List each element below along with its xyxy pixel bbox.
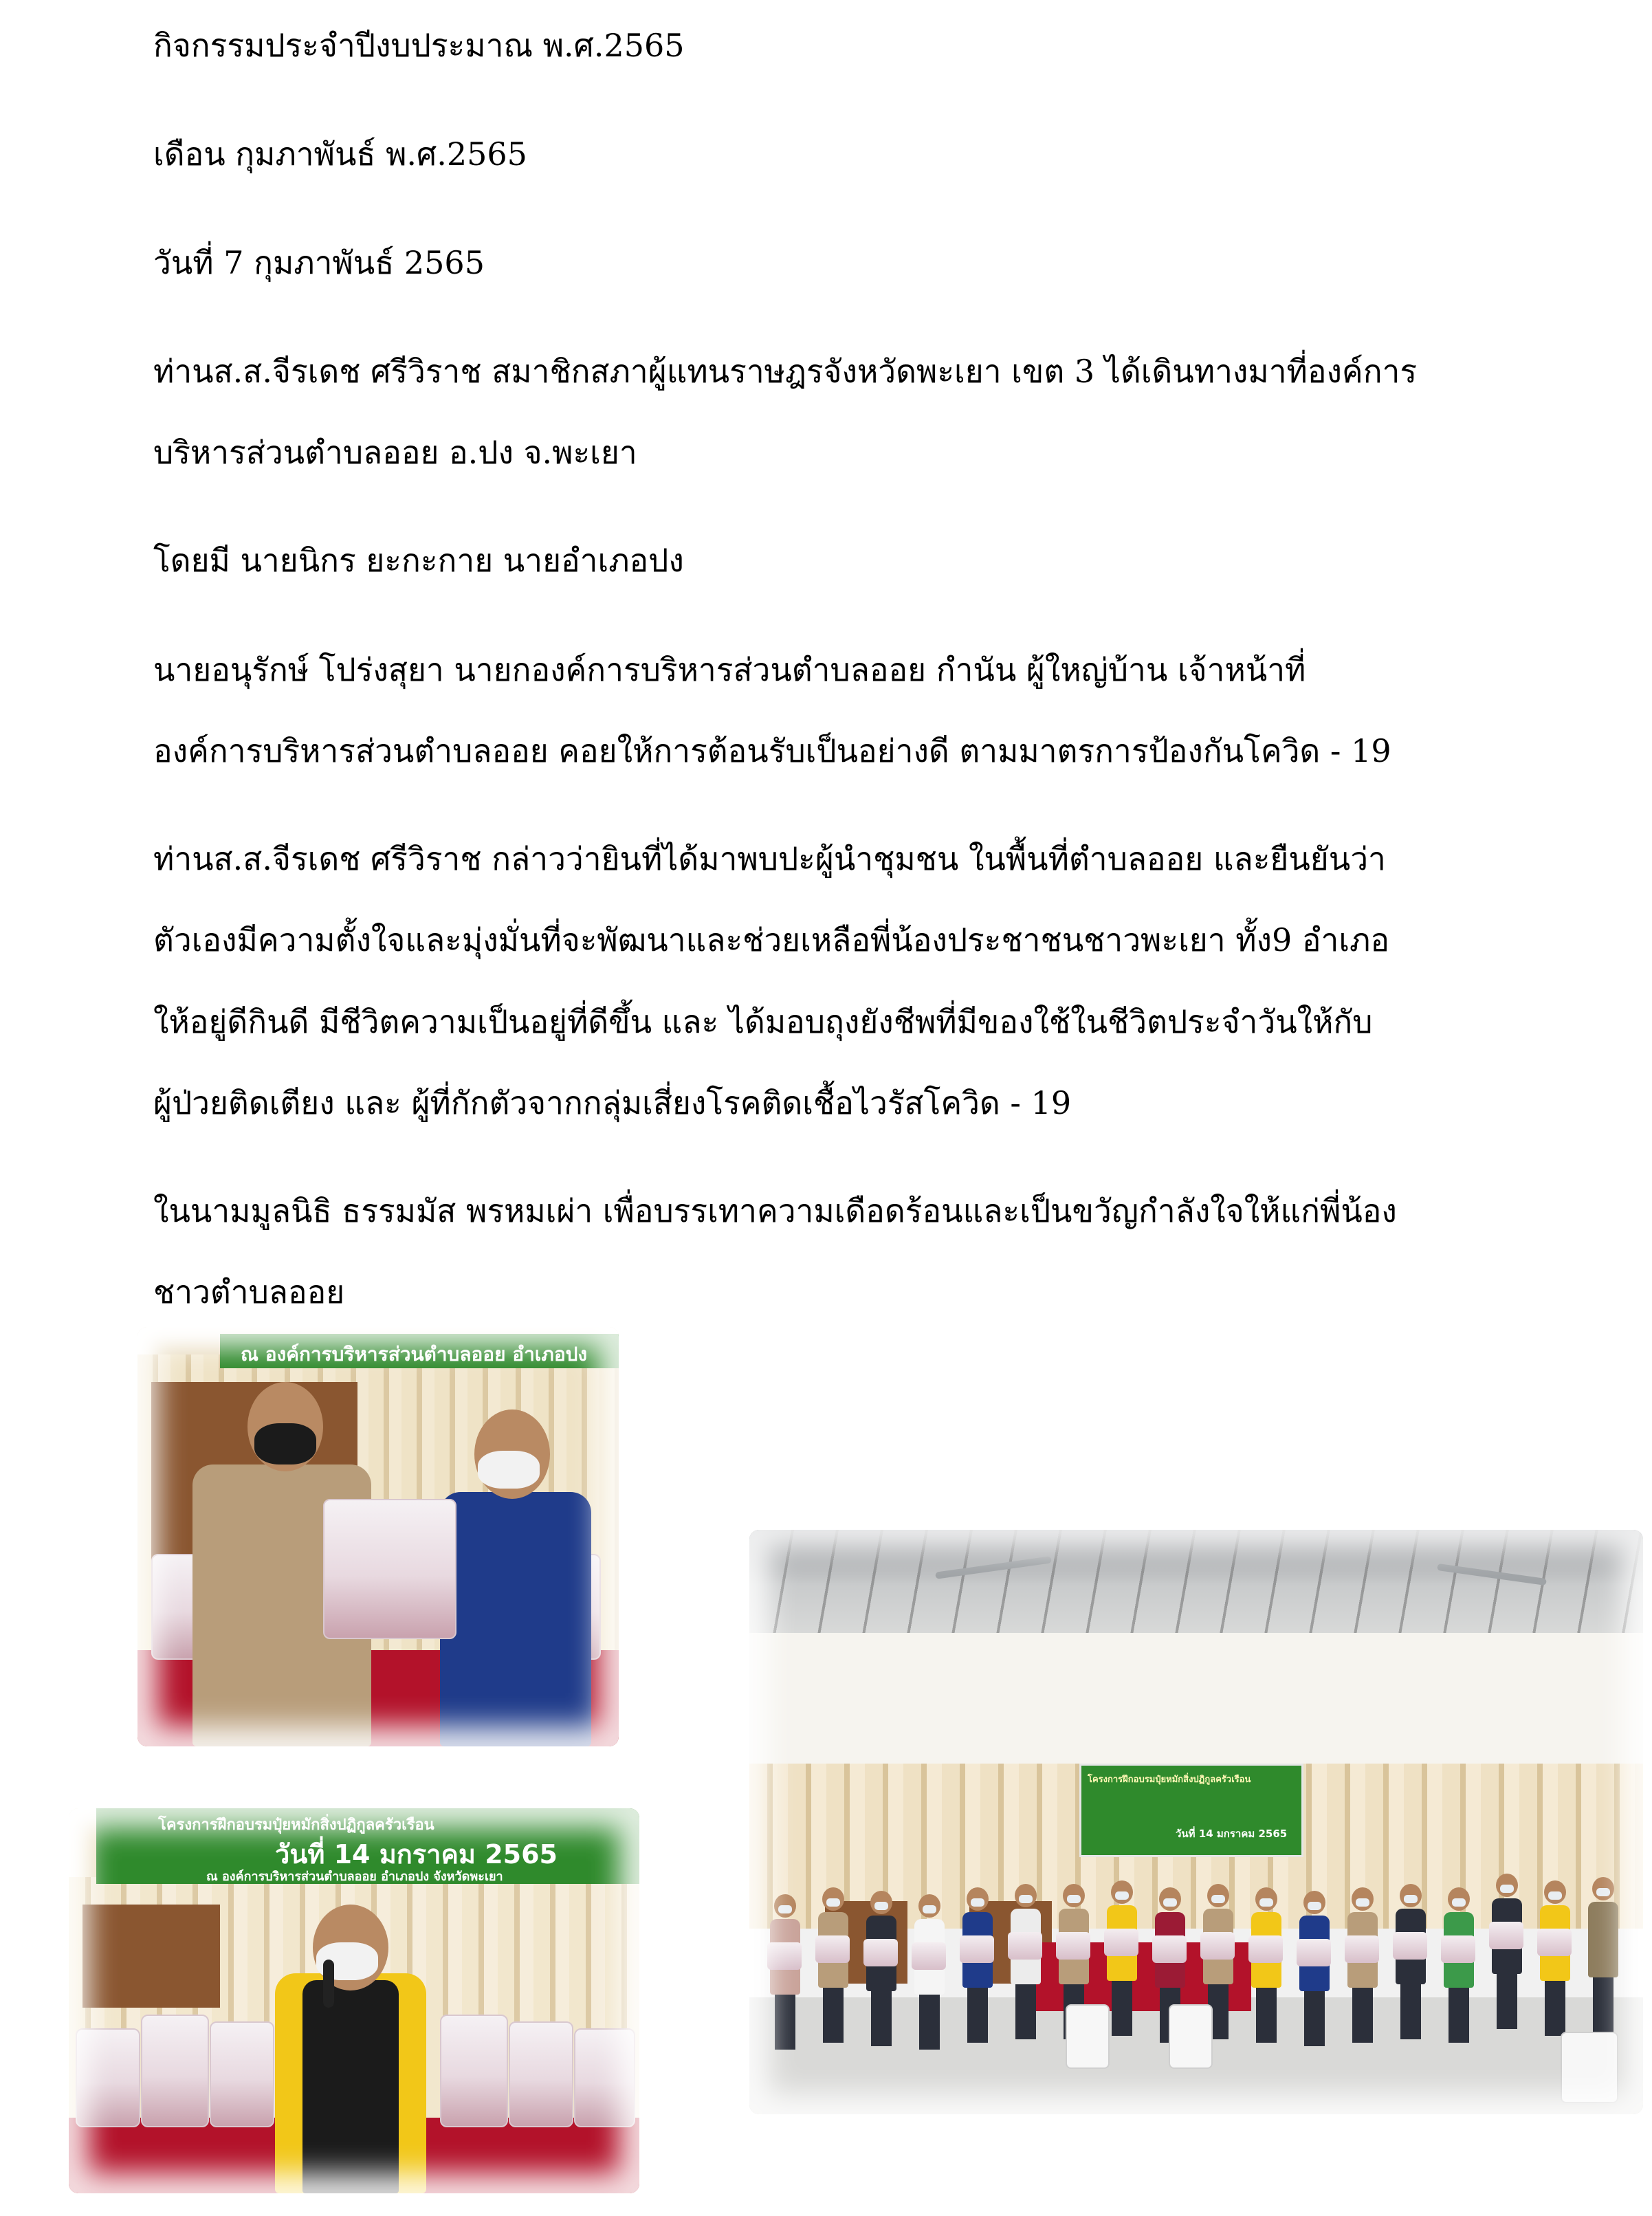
paragraph-line: ผู้ป่วยติดเตียง และ ผู้ที่กักตัวจากกลุ่มเสี่ยงโรคติดเชื้อไวรัสโควิด - 19 xyxy=(153,1084,1072,1121)
wooden-board xyxy=(82,1905,220,2008)
relief-bag xyxy=(509,2021,573,2127)
banner-line-1: โครงการฝึกอบรมปุ๋ยหมักสิ่งปฏิกูลครัวเรือน xyxy=(1088,1775,1251,1785)
relief-bag xyxy=(210,2021,274,2127)
person xyxy=(866,1891,896,2046)
banner-line-2: วันที่ 14 มกราคม 2565 xyxy=(275,1839,558,1869)
person xyxy=(1444,1887,1474,2043)
photo-handover xyxy=(137,1327,619,1746)
paragraph-line: นายอนุรักษ์ โปร่งสุยา นายกองค์การบริหารส่วนตำบลออย กำนัน ผู้ใหญ่บ้าน เจ้าหน้าที่ xyxy=(153,651,1306,688)
person xyxy=(1492,1874,1522,2029)
person xyxy=(1396,1884,1426,2039)
paragraph-line: โดยมี นายนิกร ยะกะกาย นายอำเภอปง xyxy=(153,542,684,579)
face-mask xyxy=(478,1451,540,1489)
paragraph-line: องค์การบริหารส่วนตำบลออย คอยให้การต้อนรับเป็นอย่างดี ตามมาตรการป้องกันโควิด - 19 xyxy=(153,732,1391,769)
banner-line-2: วันที่ 14 มกราคม 2565 xyxy=(1176,1828,1288,1840)
microphone xyxy=(323,1960,334,2008)
person xyxy=(1299,1891,1330,2046)
chair xyxy=(1561,2032,1618,2103)
person xyxy=(1588,1877,1618,2032)
relief-bag xyxy=(323,1499,456,1639)
photo-speaker xyxy=(69,1808,639,2193)
person xyxy=(770,1894,800,2050)
speaker-vest xyxy=(302,1980,399,2193)
person xyxy=(818,1887,848,2043)
person xyxy=(914,1894,945,2050)
document-date: วันที่ 7 กุมภาพันธ์ 2565 xyxy=(153,244,485,281)
paragraph-line: ตัวเองมีความตั้งใจและมุ่งมั่นที่จะพัฒนาและช่วยเหลือพี่น้องประชาชนชาวพะเยา ทั้ง9 อำเภอ xyxy=(153,921,1389,958)
person xyxy=(1540,1880,1570,2036)
person xyxy=(1251,1887,1281,2043)
banner-line-3: ณ องค์การบริหารส่วนตำบลออย อำเภอปง จังหวัดพะเยา xyxy=(206,1869,503,1884)
chair xyxy=(1066,2004,1110,2069)
paragraph-line: ท่านส.ส.จีรเดช ศรีวิราช กล่าวว่ายินที่ได้มาพบปะผู้นำชุมชน ในพื้นที่ตำบลออย และยืนยันว่า xyxy=(153,840,1386,877)
paragraph-line: บริหารส่วนตำบลออย อ.ปง จ.พะเยา xyxy=(153,434,637,471)
paragraph-line: ในนามมูลนิธิ ธรรมมัส พรหมเผ่า เพื่อบรรเทาความเดือดร้อนและเป็นขวัญกำลังใจให้แก่พี่น้อง xyxy=(153,1192,1397,1229)
relief-bag xyxy=(440,2015,508,2127)
relief-bag xyxy=(76,2028,140,2127)
banner-line-1: โครงการฝึกอบรมปุ๋ยหมักสิ่งปฏิกูลครัวเรือน xyxy=(158,1817,434,1834)
recipient-shirt xyxy=(440,1492,591,1746)
banner-text: ณ องค์การบริหารส่วนตำบลออย อำเภอปง xyxy=(241,1343,588,1365)
face-mask xyxy=(254,1423,316,1464)
relief-bag xyxy=(141,2015,209,2127)
paragraph-line: ชาวตำบลออย xyxy=(153,1273,345,1310)
paragraph-line: ให้อยู่ดีกินดี มีชีวิตความเป็นอยู่ที่ดีขึ้น และ ได้มอบถุงยังชีพที่มีของใช้ในชีวิตประจำวันให้กับ xyxy=(153,1003,1373,1040)
chair xyxy=(1169,2004,1213,2069)
document-title: กิจกรรมประจำปีงบประมาณ พ.ศ.2565 xyxy=(153,27,685,64)
roof-trusses xyxy=(749,1530,1643,1647)
photo-group xyxy=(749,1530,1643,2114)
document-month: เดือน กุมภาพันธ์ พ.ศ.2565 xyxy=(153,135,527,173)
person xyxy=(1107,1880,1137,2036)
relief-bag xyxy=(574,2028,635,2127)
paragraph-line: ท่านส.ส.จีรเดช ศรีวิราช สมาชิกสภาผู้แทนราษฎรจังหวัดพะเยา เขต 3 ได้เดินทางมาที่องค์การ xyxy=(153,353,1418,390)
person xyxy=(962,1887,993,2043)
person xyxy=(1347,1887,1378,2043)
person xyxy=(1011,1884,1041,2039)
